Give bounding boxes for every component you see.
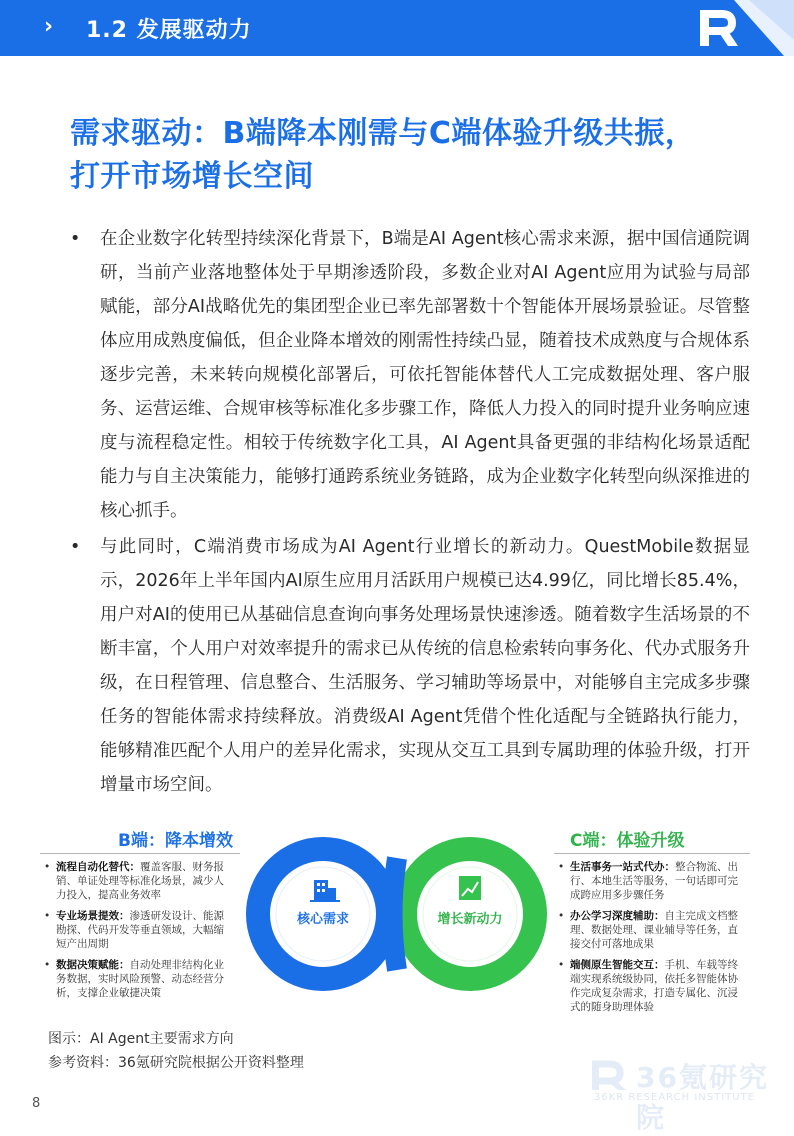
list-item: • 数据决策赋能：自动处理非结构化业务数据，实时风险预警、动态经营分析，支撑企业敏捷决策: [44, 959, 224, 999]
bullet-text: 与此同时，C端消费市场成为AI Agent行业增长的新动力。QuestMobile数据显示，2026年上半年国内AI原生应用月活跃用户规模已达4.99亿，同比增长85.4%，用户对AI的使用已从基础信息查询向事务处理场景快速渗透。随着数字生活场景的不断丰富，个人用户对效率提升的需求已从传统的信息检索转向事务化、代办式服务升级，在日程管理、信息整合、生活服务、学习辅助等场景中，对能够自主完成多步骤任务的智能体需求持续释放。消费级AI Agent凭借个性化适配与全链路执行能力，能够精准匹配个人用户的差异化需求，实现从交互工具到专属助理的体验升级，打开增量市场空间。: [100, 537, 750, 795]
bullet-item: [70, 222, 750, 528]
logo-r-mark-icon: [590, 1060, 630, 1092]
c-side-title: C端：体验升级: [570, 831, 685, 851]
list-item: • 流程自动化替代：覆盖客服、财务报销、单证处理等标准化场景，减少人力投入，提高业务效率: [44, 861, 224, 901]
logo-cn-text: 36氪研究院: [636, 1061, 769, 1134]
bullet-text: 在企业数字化转型持续深化背景下，B端是AI Agent核心需求来源，据中国信通院调研，当前产业落地整体处于早期渗透阶段，多数企业对AI Agent应用为试验与局部赋能，部分AI战略优先的集团型企业已率先部署数十个智能体开展场景验证。尽管整体应用成熟度偏低，但企业降本增效的刚需性持续凸显，随着技术成熟度与合规体系逐步完善，未来转向规模化部署后，可依托智能体替代人工完成数据处理、客户服务、运营运维、合规审核等标准化多步骤工作，降低人力投入的同时提升业务响应速度与流程稳定性。相较于传统数字化工具，AI Agent具备更强的非结构化场景适配能力与自主决策能力，能够打通跨系统业务链路，成为企业数字化转型向纵深推进的核心抓手。: [100, 229, 750, 521]
logo-en-text: 36KR RESEARCH INSTITUTE: [594, 1092, 756, 1103]
list-item: • 专业场景提效：渗透研发设计、能源勘探、代码开发等垂直领域，大幅缩短产出周期: [44, 910, 224, 950]
bullet-item: [70, 530, 750, 802]
growth-chart-icon: [459, 876, 481, 900]
list-item: • 端侧原生智能交互：手机、车载等终端实现系统级协同，依托多智能体协作完成复杂需求，打造专属化、沉浸式的随身助理体验: [558, 959, 738, 1013]
page-title-line-1: 需求驱动：B端降本刚需与C端体验升级共振，: [70, 116, 696, 151]
body-bullets: [70, 222, 750, 804]
list-item: • 生活事务一站式代办：整合物流、出行、本地生活等服务，一句话即可完成跨应用多步骤任务: [558, 861, 738, 901]
list-item: • 办公学习深度辅助：自主完成文档整理、数据处理、课业辅导等任务，直接交付可落地成果: [558, 910, 738, 950]
bullet-dot-icon: •: [558, 861, 565, 873]
bullet-dot-icon: •: [70, 229, 81, 249]
research-institute-logo: [590, 1058, 770, 1134]
bullet-dot-icon: •: [44, 861, 51, 873]
core-demand-label: 核心需求: [296, 912, 349, 927]
b-side-title: B端：降本增效: [118, 831, 233, 851]
page-title: [70, 112, 750, 198]
source-caption: 参考资料：36氪研究院根据公开资料整理: [48, 1055, 304, 1071]
b-side-divider: [40, 853, 240, 854]
b-side-list: [44, 860, 230, 1007]
bullet-dot-icon: •: [44, 959, 51, 971]
bullet-dot-icon: •: [558, 910, 565, 922]
figure-caption: 图示：AI Agent主要需求方向: [48, 1031, 234, 1047]
page-title-line-2: 打开市场增长空间: [70, 159, 314, 194]
chevron-right-icon: ›: [44, 14, 54, 39]
growth-driver-label: 增长新动力: [437, 912, 503, 927]
c-side-divider: [554, 853, 750, 854]
demand-diagram: [40, 818, 754, 1023]
section-header-bar: [0, 0, 794, 56]
brand-r-logo-icon: [694, 0, 794, 56]
c-side-list: [558, 860, 744, 1021]
bullet-dot-icon: •: [70, 537, 81, 557]
bullet-dot-icon: •: [44, 910, 51, 922]
page-number: 8: [32, 1096, 41, 1111]
section-label: 1.2 发展驱动力: [86, 18, 252, 43]
bullet-dot-icon: •: [558, 959, 565, 971]
